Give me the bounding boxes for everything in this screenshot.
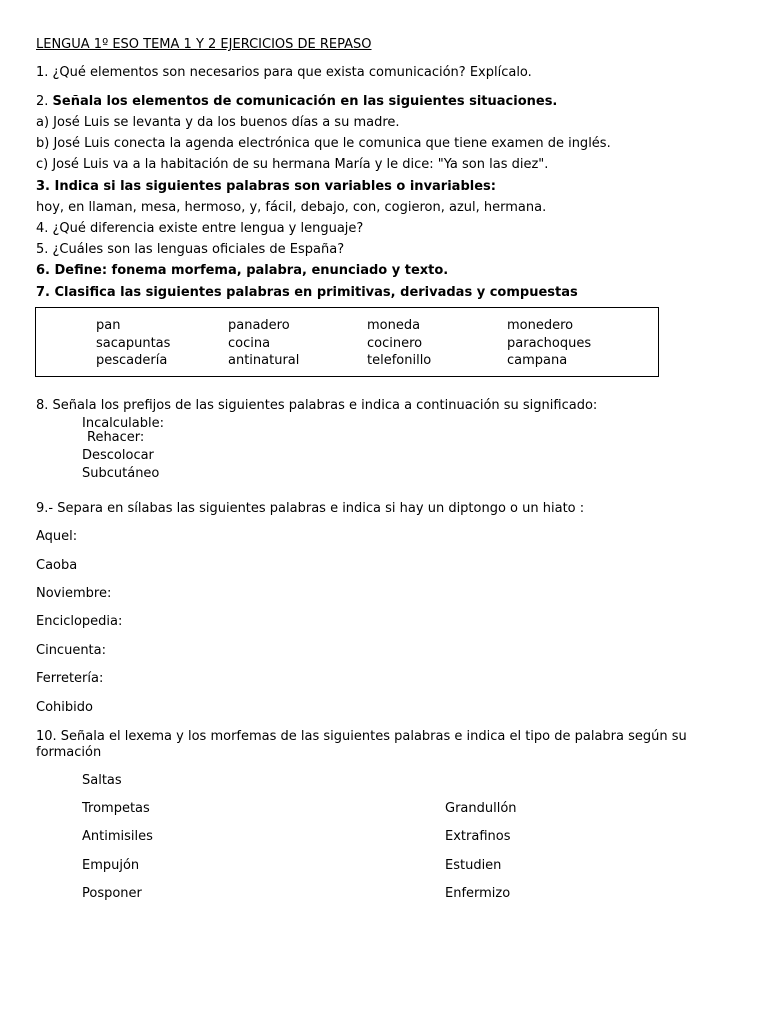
question-4: 4. ¿Qué diferencia existe entre lengua y lenguaje?: [36, 221, 364, 236]
table-cell: telefonillo: [367, 353, 432, 368]
table-cell: sacapuntas: [96, 336, 171, 351]
question-9-word: Noviembre:: [36, 586, 112, 601]
question-10-word: Enfermizo: [445, 886, 511, 901]
page-title: LENGUA 1º ESO TEMA 1 Y 2 EJERCICIOS DE REPASO: [36, 37, 372, 52]
table-cell: cocinero: [367, 336, 423, 351]
table-cell: panadero: [228, 318, 290, 333]
question-2-number: 2.: [36, 94, 53, 109]
table-cell: antinatural: [228, 353, 300, 368]
question-6: 6. Define: fonema morfema, palabra, enunciado y texto.: [36, 263, 449, 278]
question-1: 1. ¿Qué elementos son necesarios para que exista comunicación? Explícalo.: [36, 65, 532, 80]
table-cell: pescadería: [96, 353, 168, 368]
question-9-word: Cohibido: [36, 700, 93, 715]
question-10-word: Antimisiles: [82, 829, 153, 844]
question-8-word: Rehacer:: [87, 430, 145, 445]
question-3-heading: 3. Indica si las siguientes palabras son variables o invariables:: [36, 179, 496, 194]
question-9-word: Enciclopedia:: [36, 614, 123, 629]
question-2-item-c: c) José Luis va a la habitación de su hermana María y le dice: "Ya son las diez".: [36, 157, 549, 172]
question-2-label: Señala los elementos de comunicación en las siguientes situaciones.: [52, 94, 558, 109]
table-row: [36, 353, 658, 370]
table-cell: parachoques: [507, 336, 592, 351]
question-5: 5. ¿Cuáles son las lenguas oficiales de España?: [36, 242, 345, 257]
question-2-item-b: b) José Luis conecta la agenda electrónica que le comunica que tiene examen de inglés.: [36, 136, 611, 151]
question-10-word: Posponer: [82, 886, 142, 901]
question-10-word: Trompetas: [82, 801, 150, 816]
question-9-word: Cincuenta:: [36, 643, 106, 658]
question-8-heading: 8. Señala los prefijos de las siguientes palabras e indica a continuación su significado:: [36, 398, 598, 413]
question-9-word: Ferretería:: [36, 671, 104, 686]
question-7-heading: 7. Clasifica las siguientes palabras en primitivas, derivadas y compuestas: [36, 285, 578, 300]
question-9-word: Aquel:: [36, 529, 78, 544]
question-10-word: Grandullón: [445, 801, 517, 816]
question-8-word: Subcutáneo: [82, 466, 160, 481]
question-10-heading-cont: formación: [36, 745, 102, 760]
question-9-word: Caoba: [36, 558, 78, 573]
question-10-word: Saltas: [82, 773, 122, 788]
table-cell: pan: [96, 318, 121, 333]
word-classification-table: [35, 307, 659, 377]
question-8-word: Incalculable:: [82, 416, 165, 431]
question-10-word: Estudien: [445, 858, 502, 873]
question-2-heading: [36, 94, 557, 109]
question-9-heading: 9.- Separa en sílabas las siguientes palabras e indica si hay un diptongo o un hiato :: [36, 501, 585, 516]
question-10-word: Empujón: [82, 858, 140, 873]
question-10-word: Extrafinos: [445, 829, 511, 844]
table-row: [36, 318, 658, 335]
table-cell: campana: [507, 353, 568, 368]
question-3-words: hoy, en llaman, mesa, hermoso, y, fácil, debajo, con, cogieron, azul, hermana.: [36, 200, 547, 215]
question-8-word: Descolocar: [82, 448, 154, 463]
table-cell: monedero: [507, 318, 574, 333]
table-cell: moneda: [367, 318, 421, 333]
table-cell: cocina: [228, 336, 271, 351]
question-2-item-a: a) José Luis se levanta y da los buenos días a su madre.: [36, 115, 400, 130]
table-row: [36, 336, 658, 353]
question-10-heading: 10. Señala el lexema y los morfemas de las siguientes palabras e indica el tipo de palabra según su: [36, 729, 687, 744]
